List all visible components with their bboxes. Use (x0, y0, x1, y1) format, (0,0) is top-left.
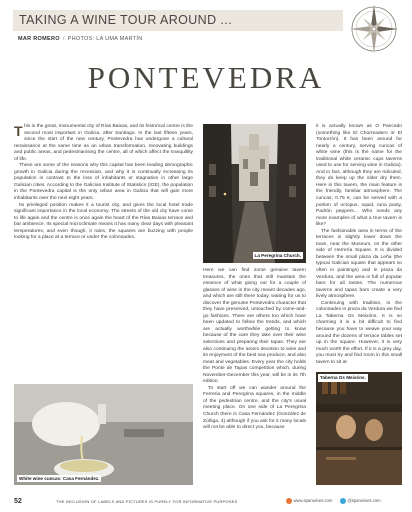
wine-pouring-image (14, 384, 193, 485)
author-name: MAR ROMERO (18, 36, 60, 42)
drop-cap: T (14, 122, 23, 139)
paragraph: To start off we can wander around the Ferreria and Peregrina squares, in the middle of the pedestrian centre, and the city's usual meeting place. On one side of La Peregrina Church there is Casa Fernández (González de Zúñiga, 4) although if you ask for it many locals will not be able to direct you, because (203, 385, 306, 431)
church-street-image (203, 124, 306, 263)
paragraph: Here we can find some genuine tavern treasures, the ones that still maintain the essence of what going out for a couple of glasses of wine in the city meant decades ago, and which are still there today, waiting for us to discover the genuine Pontevedra character that they have preserved, untouched by come-and-go fashions. There are others too which have been updated to follow the trends, and which are actually worthwhile getting to know because of the care they take over their wine selections and preparing their tapas. They are also continuing the area's devotion to wine and its enjoyment of the best sea produce, and also meat and vegetables. Every year the city holds the Ponte de Tapas competition which, during November-December this year, will be in its 7th edition. (203, 268, 306, 385)
article-column-2 (203, 268, 306, 432)
byline (18, 36, 143, 42)
web-icon (286, 498, 292, 504)
photo-caption: Taberna Os Meixóns. (320, 375, 366, 380)
footer-website[interactable]: www.spanwines.com (286, 498, 332, 504)
paragraph: it is actually known as O Pancedo (something like El Chorreadero or El Tontorrón). It has been around for nearly a century, serving cuncas of white wine (this is the name for the traditional white ceramic cups taverns used to use for serving wine in Galicia). And in fact, although they are ridiculed, they do keep up the older dry them. Here in this tavern, the main feature is the friendly, familiar atmosphere. The cuncas; 0.75 €, can be served with a portion of octopus, squid, tuna pasty, Padrón peppers... Who needs any more examples of what a true tavern is like? (316, 124, 402, 228)
wine-pouring-photo (14, 384, 193, 485)
photo-caption: La Peregrina Church. (254, 252, 301, 258)
section-kicker: TAKING A WINE TOUR AROUND ... (13, 10, 343, 31)
church-street-photo (203, 124, 306, 263)
page-footer (0, 493, 412, 512)
photo-caption: White wine cuncas: Casa Fernández. (19, 475, 100, 481)
paragraph: These are some of the reasons why this capital has been leading demographic growth in Galicia during the recession, and why it is continually increasing its population in contrast to the loss of inhabitants or stagnation in other large Galician cities. According to the Galician Institute of Statistics (IGE), the population in the Pontevedra capital is the only urban area in Galicia that will gain more inhabitants over the next eight years. (14, 163, 193, 202)
page-number: 52 (14, 498, 22, 505)
article-column-3 (316, 124, 402, 366)
photo-credit: PHOTOS: LA UMA MARTÍN (67, 36, 143, 42)
paragraph: Continuing with tradition, in the colonnades in praza da Verdura we find La Taberna Os Meixóns. It is so charming it is a bit difficult to find because you have to weave your way around the dozens of terrace tables set up in the square. However, it is very much worth the effort. If it is a grey day, you must try and find room in this small tavern to sit at (316, 300, 402, 365)
paragraph: This is the great, monumental city of Rías Baixas, and its historical centre is the second most important in Galicia, after Santiago. In the last fifteen years, since the start of the new century, Pontevedra has undergone a cultural renaissance at the same time as an urban transformation, renovating buildings and public areas, and pedestrianising the centre, all of which affect the tranquillity of life. (14, 122, 193, 162)
footer-disclaimer: THE INCLUSION OF LABELS AND PICTURES IS PURELY FOR INFORMATIVE PURPOSES (56, 499, 238, 504)
compass-rose-icon (348, 3, 400, 55)
article-header (0, 0, 412, 95)
paragraph: The fashionable area in terms of the terraces is slightly lower down the town, near the Museum, on the other side of Herrería Square. It is divided between the small plaza da Leña (the typical Galician square that appears so often in paintings) and in praza da Verdura, and the area is full of popular bars for all tastes. The numerous taverns and tapas bars create a very lively atmosphere. (316, 228, 402, 300)
paragraph: Its privileged position makes it a tourist city, and gives the local hotel trade significant importance in the local economy. The streets of the old city have come to life again and the centre is once again the heart of the Rías Baixas terrace and bar ambience. Its special microclimate means it has many clear days with pleasant temperatures, and even though, it rains, the squares are buzzing with people looking for a place at a terrace or under the colonnades. (14, 202, 193, 241)
article-column-1 (14, 124, 193, 242)
footer-twitter[interactable]: @spanwines.com (340, 498, 381, 504)
page-title: PONTEVEDRA (87, 60, 325, 95)
tavern-image (316, 372, 402, 485)
byline-separator: / (62, 36, 65, 42)
tavern-photo (316, 372, 402, 485)
twitter-icon (340, 498, 346, 504)
